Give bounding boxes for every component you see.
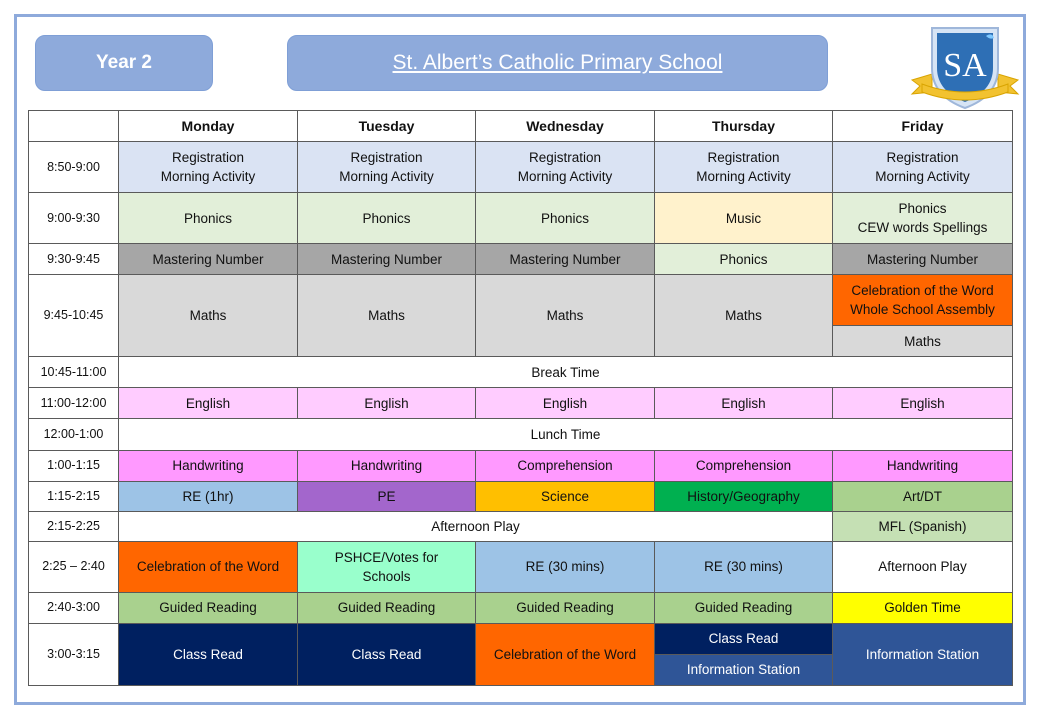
year-label: Year 2 bbox=[35, 35, 213, 91]
time-cell: 2:40-3:00 bbox=[29, 592, 119, 623]
lesson-cell: MFL (Spanish) bbox=[833, 511, 1013, 541]
table-row bbox=[29, 419, 1013, 450]
lesson-cell: Guided Reading bbox=[298, 592, 476, 623]
lesson-cell: Class Read bbox=[298, 623, 476, 685]
lesson-cell: History/Geography bbox=[655, 481, 833, 511]
lesson-cell: Registration Morning Activity bbox=[655, 142, 833, 193]
lunch-cell: Lunch Time bbox=[119, 419, 1013, 450]
table-row bbox=[29, 592, 1013, 623]
day-header: Monday bbox=[119, 111, 298, 142]
table-row bbox=[29, 357, 1013, 388]
lesson-cell: Science bbox=[476, 481, 655, 511]
lesson-cell: Registration Morning Activity bbox=[476, 142, 655, 193]
lesson-cell: Information Station bbox=[655, 654, 833, 685]
time-cell: 9:00-9:30 bbox=[29, 193, 119, 244]
lesson-cell: RE (1hr) bbox=[119, 481, 298, 511]
lesson-cell: Art/DT bbox=[833, 481, 1013, 511]
table-row bbox=[29, 541, 1013, 592]
lesson-cell: Mastering Number bbox=[833, 244, 1013, 275]
lesson-cell: Phonics CEW words Spellings bbox=[833, 193, 1013, 244]
lesson-cell: PE bbox=[298, 481, 476, 511]
timetable bbox=[28, 110, 1013, 686]
lesson-cell: Registration Morning Activity bbox=[119, 142, 298, 193]
lesson-cell: Maths bbox=[119, 275, 298, 357]
time-cell: 10:45-11:00 bbox=[29, 357, 119, 388]
time-cell: 3:00-3:15 bbox=[29, 623, 119, 685]
lesson-cell: Guided Reading bbox=[476, 592, 655, 623]
break-cell: Break Time bbox=[119, 357, 1013, 388]
svg-text:SA: SA bbox=[943, 47, 987, 84]
table-row bbox=[29, 193, 1013, 244]
table-row bbox=[29, 623, 1013, 654]
school-name: St. Albert’s Catholic Primary School bbox=[287, 35, 828, 91]
lesson-cell: PSHCE/Votes for Schools bbox=[298, 541, 476, 592]
lesson-cell: Celebration of the Word bbox=[476, 623, 655, 685]
day-header: Wednesday bbox=[476, 111, 655, 142]
lesson-cell: Afternoon Play bbox=[833, 541, 1013, 592]
table-row bbox=[29, 388, 1013, 419]
lesson-cell: Phonics bbox=[655, 244, 833, 275]
time-cell: 1:00-1:15 bbox=[29, 450, 119, 481]
lesson-cell: Guided Reading bbox=[119, 592, 298, 623]
time-cell: 9:45-10:45 bbox=[29, 275, 119, 357]
lesson-cell: Information Station bbox=[833, 623, 1013, 685]
afternoon-play-cell: Afternoon Play bbox=[119, 511, 833, 541]
day-header: Thursday bbox=[655, 111, 833, 142]
lesson-cell: Maths bbox=[476, 275, 655, 357]
time-cell: 1:15-2:15 bbox=[29, 481, 119, 511]
table-row bbox=[29, 511, 1013, 541]
lesson-cell: Comprehension bbox=[655, 450, 833, 481]
lesson-cell: Mastering Number bbox=[119, 244, 298, 275]
day-header: Tuesday bbox=[298, 111, 476, 142]
lesson-cell: Phonics bbox=[119, 193, 298, 244]
school-crest-logo bbox=[910, 22, 1020, 112]
day-header: Friday bbox=[833, 111, 1013, 142]
table-row bbox=[29, 275, 1013, 326]
lesson-cell: Registration Morning Activity bbox=[833, 142, 1013, 193]
lesson-cell: Maths bbox=[298, 275, 476, 357]
table-row bbox=[29, 481, 1013, 511]
table-header-row bbox=[29, 111, 1013, 142]
time-cell: 12:00-1:00 bbox=[29, 419, 119, 450]
lesson-cell: Maths bbox=[833, 326, 1013, 357]
time-cell: 11:00-12:00 bbox=[29, 388, 119, 419]
lesson-cell: Celebration of the Word bbox=[119, 541, 298, 592]
table-row bbox=[29, 142, 1013, 193]
time-cell: 9:30-9:45 bbox=[29, 244, 119, 275]
table-row bbox=[29, 244, 1013, 275]
lesson-cell: Handwriting bbox=[119, 450, 298, 481]
lesson-cell: RE (30 mins) bbox=[655, 541, 833, 592]
lesson-cell: Golden Time bbox=[833, 592, 1013, 623]
lesson-cell: Phonics bbox=[476, 193, 655, 244]
time-cell: 2:15-2:25 bbox=[29, 511, 119, 541]
lesson-cell: Class Read bbox=[655, 623, 833, 654]
lesson-cell: Maths bbox=[655, 275, 833, 357]
lesson-cell: English bbox=[833, 388, 1013, 419]
corner-cell bbox=[29, 111, 119, 142]
lesson-cell: English bbox=[298, 388, 476, 419]
lesson-cell: Mastering Number bbox=[476, 244, 655, 275]
lesson-cell: Registration Morning Activity bbox=[298, 142, 476, 193]
time-cell: 8:50-9:00 bbox=[29, 142, 119, 193]
lesson-cell: Class Read bbox=[119, 623, 298, 685]
lesson-cell: Phonics bbox=[298, 193, 476, 244]
lesson-cell: Music bbox=[655, 193, 833, 244]
lesson-cell: Handwriting bbox=[833, 450, 1013, 481]
lesson-cell: English bbox=[119, 388, 298, 419]
table-row bbox=[29, 450, 1013, 481]
lesson-cell: Comprehension bbox=[476, 450, 655, 481]
lesson-cell: Guided Reading bbox=[655, 592, 833, 623]
lesson-cell: English bbox=[655, 388, 833, 419]
lesson-cell: RE (30 mins) bbox=[476, 541, 655, 592]
lesson-cell: Handwriting bbox=[298, 450, 476, 481]
lesson-cell: English bbox=[476, 388, 655, 419]
lesson-cell: Mastering Number bbox=[298, 244, 476, 275]
time-cell: 2:25 – 2:40 bbox=[29, 541, 119, 592]
lesson-cell: Celebration of the Word Whole School Assembly bbox=[833, 275, 1013, 326]
